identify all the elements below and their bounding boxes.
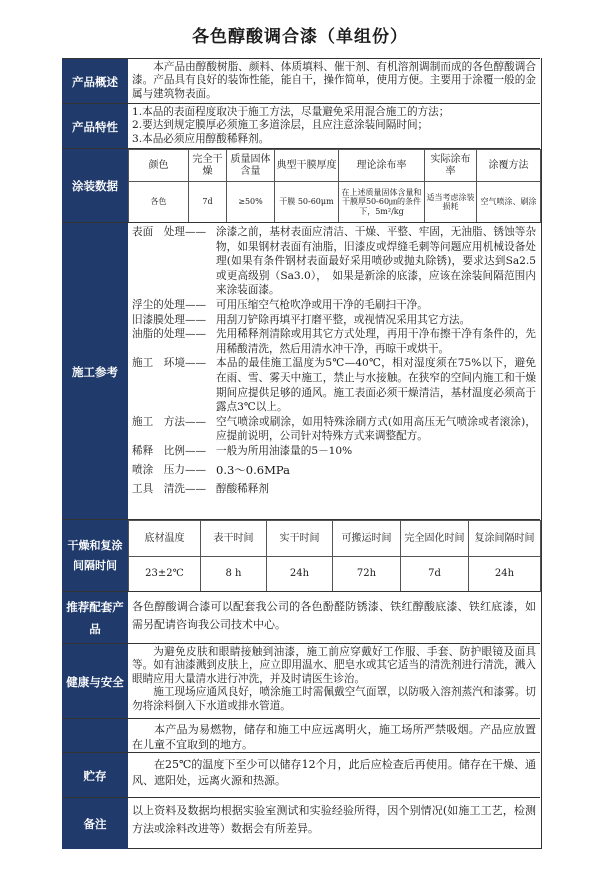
reference-value: 一般为所用油漆量的5－10%	[216, 444, 353, 457]
reference-row	[132, 463, 536, 478]
remarks-label: 备注	[62, 798, 128, 849]
reference-value: 可用压缩空气枪吹净或用干净的毛刷扫干净。	[216, 298, 428, 311]
table-cell: 各色	[129, 182, 189, 223]
section-storage	[62, 752, 540, 798]
storage-text: 在25℃的温度下至少可以储存12个月，此后应检查后再使用。储存在干燥、通风、遮阳处，远离火源和热源。	[132, 758, 536, 787]
coating-data-table	[128, 149, 541, 223]
table-cell: 在上述质量固体含量和干膜厚50-60㎛的条件下，5m²/kg	[339, 182, 425, 223]
safety-paragraph: 施工现场应通风良好，喷涂施工时需佩戴空气面罩，以防吸入溶剂蒸汽和漆雾。切勿将涂料倒入下水道或排水管道。	[132, 686, 536, 712]
coating-data-label: 涂装数据	[62, 149, 128, 223]
reference-value: 本品的最佳施工温度为5℃—40℃，相对湿度须在75%以下，避免在雨、雪、雾天中施工，禁止与水接触。在狭窄的空间内施工和干燥期间应提供足够的通风。施工表面必须干燥清洁，基材温度必须高于露点3℃以上。	[216, 357, 536, 414]
reference-row	[132, 298, 536, 313]
reference-key: 油脂的处理——	[132, 328, 207, 341]
table-header: 涂覆方法	[477, 150, 541, 182]
reference-row	[132, 444, 536, 459]
table-header: 质量固体含量	[227, 150, 275, 182]
table-header: 可搬运时间	[333, 521, 401, 557]
reference-key: 工具 清洗——	[132, 483, 207, 496]
drying-label: 干燥和复涂间隔时间	[62, 520, 128, 592]
reference-key: 喷涂 压力——	[132, 463, 207, 476]
reference-key: 浮尘的处理——	[132, 298, 207, 311]
storage-label: 贮存	[62, 753, 128, 798]
table-cell: 24h	[469, 557, 541, 592]
page-title: 各色醇酸调合漆（单组份）	[192, 27, 408, 47]
feature-item: 2.要达到规定膜厚必须施工多道涂层，且应注意涂装间隔时间；	[132, 119, 429, 132]
table-header: 实干时间	[267, 521, 333, 557]
reference-row	[132, 313, 536, 328]
feature-item: 3.本品必须应用醇酸稀释剂。	[132, 132, 270, 145]
table-cell: 23±2℃	[129, 557, 201, 592]
reference-list	[132, 225, 536, 497]
notice-text: 本产品为易燃物，储存和施工中应远离明火，施工场所严禁吸烟。产品应放置在儿童不宜取到的地方。	[132, 723, 536, 751]
overview-label: 产品概述	[62, 59, 128, 104]
recommend-text: 各色醇酸调合漆可以配套我公司的各色酚醛防锈漆、铁红醇酸底漆、铁红底漆，如需另配请咨询我公司技术中心。	[132, 600, 536, 631]
section-features	[62, 103, 540, 149]
safety-paragraph: 为避免皮肤和眼睛接触到油漆，施工前应穿戴好工作服、手套、防护眼镜及面具等。如有油漆溅到皮肤上，应立即用温水、肥皂水或其它适当的清洗剂进行清洗，溅入眼睛应用大量清水进行冲洗，并及时请医生诊治。	[132, 646, 536, 685]
section-overview	[62, 58, 540, 104]
table-header: 典型干膜厚度	[275, 150, 339, 182]
table-header: 理论涂布率	[339, 150, 425, 182]
notice-label	[62, 719, 128, 753]
reference-value: 涂漆之前，基材表面应清洁、干燥、平整、牢固，无油脂、锈蚀等杂物，如果钢材表面有油脂，旧漆皮或焊缝毛刺等问题应用机械设备处理(如果有条件钢材表面最好采用喷砂或抛丸除锈)，要求达到Sa2.5或更高级别（Sa3.0）， 如果是新涂的底漆，应该在涂装间隔范围内来涂装面漆。	[216, 226, 536, 297]
reference-key: 施工 环境——	[132, 357, 207, 370]
table-header: 实际涂布率	[425, 150, 477, 182]
table-row	[129, 557, 541, 592]
reference-key: 施工 方法——	[132, 415, 207, 428]
table-cell: 7d	[401, 557, 469, 592]
section-safety	[62, 643, 540, 719]
section-coating-data	[62, 148, 540, 223]
section-drying	[62, 519, 540, 592]
reference-value: 醇酸稀释剂	[216, 483, 269, 496]
table-header: 表干时间	[201, 521, 267, 557]
table-header: 底材温度	[129, 521, 201, 557]
table-cell: 空气喷涂、刷涂	[477, 182, 541, 223]
table-cell: ≥50%	[227, 182, 275, 223]
section-reference	[62, 222, 540, 520]
reference-row	[132, 225, 536, 298]
reference-key: 表面 处理——	[132, 226, 207, 238]
reference-value: 用刮刀铲除再填平打磨平整，或视情况采用其它方法。	[216, 313, 471, 326]
drying-table	[128, 520, 541, 592]
features-list	[132, 106, 536, 146]
reference-label: 施工参考	[62, 223, 128, 520]
section-notice	[62, 718, 540, 753]
table-header: 颜色	[129, 150, 189, 182]
table-header: 完全固化时间	[401, 521, 469, 557]
safety-label: 健康与安全	[62, 644, 128, 719]
feature-item: 1.本品的表面程度取决于施工方法，尽量避免采用混合施工的方法；	[132, 106, 450, 118]
table-cell: 7d	[189, 182, 227, 223]
table-row	[129, 182, 541, 223]
table-header: 复涂间隔时间	[469, 521, 541, 557]
reference-row	[132, 327, 536, 356]
section-recommend	[62, 591, 540, 644]
table-cell: 适当考虑涂装损耗	[425, 182, 477, 223]
reference-key: 稀释 比例——	[132, 444, 207, 457]
table-cell: 72h	[333, 557, 401, 592]
overview-text: 本产品由醇酸树脂、颜料、体质填料、催干剂、有机溶剂调制而成的各色醇酸调合漆。产品具有良好的装饰性能，能自干，操作简单，使用方便。主要用于涂覆一般的金属与建筑物表面。	[132, 61, 536, 100]
reference-row	[132, 356, 536, 414]
recommend-label: 推荐配套产品	[62, 592, 128, 644]
remarks-text: 以上资料及数据均根据实验室测试和实验经验所得，因个别情况(如施工工艺，检测方法或涂料改进等）数据会有所差异。	[132, 804, 536, 835]
features-label: 产品特性	[62, 104, 128, 149]
table-cell: 24h	[267, 557, 333, 592]
reference-value: 空气喷涂或刷涂，如用特殊涂刷方式(如用高压无气喷涂或者滚涂)，应提前说明，公司针对特殊方式来调整配方。	[216, 415, 536, 443]
reference-row	[132, 482, 536, 497]
reference-row	[132, 415, 536, 444]
safety-text	[132, 646, 536, 713]
table-header: 完全干燥	[189, 150, 227, 182]
table-cell: 干膜 50-60μm	[275, 182, 339, 223]
reference-key: 旧漆膜处理——	[132, 313, 207, 326]
table-header-row	[129, 150, 541, 182]
reference-value: 0.3～0.6MPa	[216, 462, 290, 477]
reference-value: 先用稀释剂清除或用其它方式处理，再用干净布擦干净有条件的，先用稀酸清洗，然后用清水冲干净，再晾干或烘干。	[216, 328, 536, 355]
table-header-row	[129, 521, 541, 557]
table-cell: 8 h	[201, 557, 267, 592]
section-remarks	[62, 797, 540, 849]
